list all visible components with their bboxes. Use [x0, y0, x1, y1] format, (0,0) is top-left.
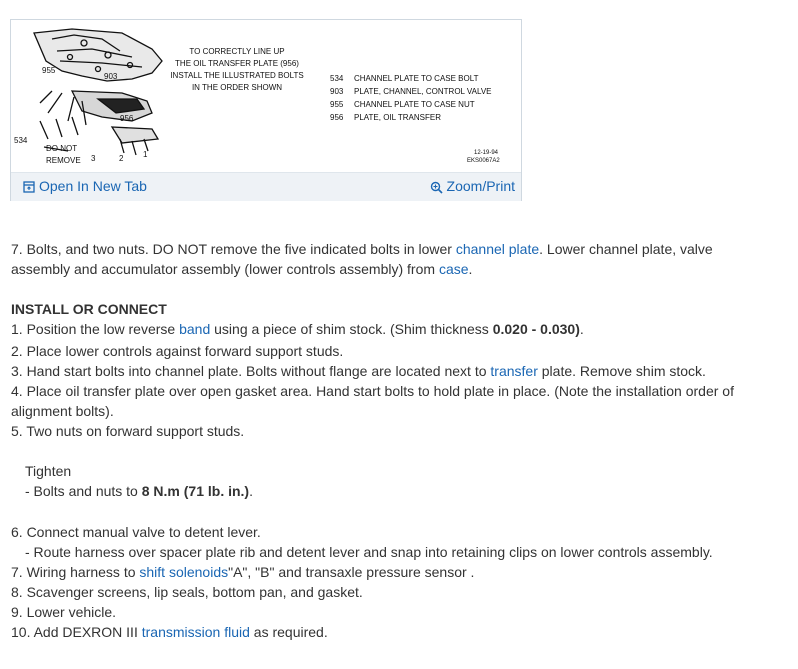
svg-text:12-19-94: 12-19-94: [474, 150, 499, 156]
install-step-6: 6. Connect manual valve to detent lever.: [11, 524, 261, 540]
svg-text:3: 3: [91, 154, 96, 163]
svg-text:REMOVE: REMOVE: [46, 156, 81, 165]
install-step-7: 7. Wiring harness to shift solenoids"A", "B" and transaxle pressure sensor .: [11, 564, 475, 580]
shift-solenoids-link[interactable]: shift solenoids: [139, 564, 229, 580]
svg-text:PLATE, CHANNEL, CONTROL VALVE: PLATE, CHANNEL, CONTROL VALVE: [354, 87, 492, 96]
parts-drawing: [34, 29, 162, 155]
exploded-view-illustration: [12, 21, 520, 171]
channel-plate-link[interactable]: channel plate: [455, 241, 540, 257]
svg-text:956: 956: [120, 114, 134, 123]
transmission-fluid-link[interactable]: transmission fluid: [141, 624, 250, 640]
transfer-link[interactable]: transfer: [490, 363, 538, 379]
install-step-4-line-1: 4. Place oil transfer plate over open gasket area. Hand start bolts to hold plate in place. (Note the installation order of: [11, 383, 734, 399]
svg-text:2: 2: [119, 154, 124, 163]
svg-text:955: 955: [42, 66, 56, 75]
install-step-5: 5. Two nuts on forward support studs.: [11, 423, 245, 439]
install-step-6-sub: - Route harness over spacer plate rib and detent lever and snap into retaining clips on lower controls assembly.: [25, 544, 713, 560]
callout-text: [170, 47, 303, 92]
figure-toolbar: [11, 172, 521, 201]
svg-text:EKS0067A2: EKS0067A2: [467, 158, 500, 164]
svg-text:903: 903: [330, 87, 344, 96]
legend: [330, 74, 492, 122]
section-heading: INSTALL OR CONNECT: [11, 301, 167, 317]
step-7-line-1: 7. Bolts, and two nuts. DO NOT remove the five indicated bolts in lower channel plate. Lower channel plate, valve: [11, 241, 713, 257]
svg-text:THE OIL TRANSFER PLATE (956): THE OIL TRANSFER PLATE (956): [175, 59, 299, 68]
open-in-new-tab-link[interactable]: Open In New Tab: [23, 178, 147, 194]
figure-card: [10, 19, 522, 201]
svg-text:CHANNEL PLATE TO CASE NUT: CHANNEL PLATE TO CASE NUT: [354, 100, 475, 109]
svg-text:TO CORRECTLY LINE UP: TO CORRECTLY LINE UP: [189, 47, 285, 56]
svg-text:INSTALL THE ILLUSTRATED BOLTS: INSTALL THE ILLUSTRATED BOLTS: [170, 71, 304, 80]
install-step-1: 1. Position the low reverse band using a piece of shim stock. (Shim thickness 0.020 - 0.030).: [11, 321, 584, 337]
install-step-9: 9. Lower vehicle.: [11, 604, 117, 620]
step-7-line-2: assembly and accumulator assembly (lower controls assembly) from case.: [11, 261, 473, 277]
install-step-4-line-2: alignment bolts).: [11, 403, 114, 419]
install-step-10: 10. Add DEXRON III transmission fluid as required.: [11, 624, 328, 640]
svg-text:PLATE, OIL TRANSFER: PLATE, OIL TRANSFER: [354, 113, 441, 122]
band-link[interactable]: band: [179, 321, 211, 337]
tighten-heading: Tighten: [25, 463, 72, 479]
svg-text:DO NOT: DO NOT: [46, 144, 78, 153]
svg-text:IN THE ORDER SHOWN: IN THE ORDER SHOWN: [191, 83, 283, 92]
svg-text:955: 955: [330, 100, 344, 109]
zoom-print-link[interactable]: Zoom/Print: [430, 178, 515, 194]
open-new-tab-icon: [23, 181, 35, 193]
case-link[interactable]: case: [438, 261, 469, 277]
svg-text:1: 1: [143, 150, 148, 159]
zoom-icon: [430, 181, 443, 194]
svg-text:534: 534: [14, 136, 28, 145]
torque-spec: - Bolts and nuts to 8 N.m (71 lb. in.).: [25, 483, 253, 499]
install-step-8: 8. Scavenger screens, lip seals, bottom pan, and gasket.: [11, 584, 363, 600]
install-step-2: 2. Place lower controls against forward support studs.: [11, 343, 344, 359]
svg-text:956: 956: [330, 113, 344, 122]
svg-text:534: 534: [330, 74, 344, 83]
svg-text:CHANNEL PLATE TO CASE BOLT: CHANNEL PLATE TO CASE BOLT: [354, 74, 479, 83]
install-step-3: 3. Hand start bolts into channel plate. Bolts without flange are located next to transfer plate. Remove shim stock.: [11, 363, 706, 379]
svg-text:903: 903: [104, 72, 118, 81]
